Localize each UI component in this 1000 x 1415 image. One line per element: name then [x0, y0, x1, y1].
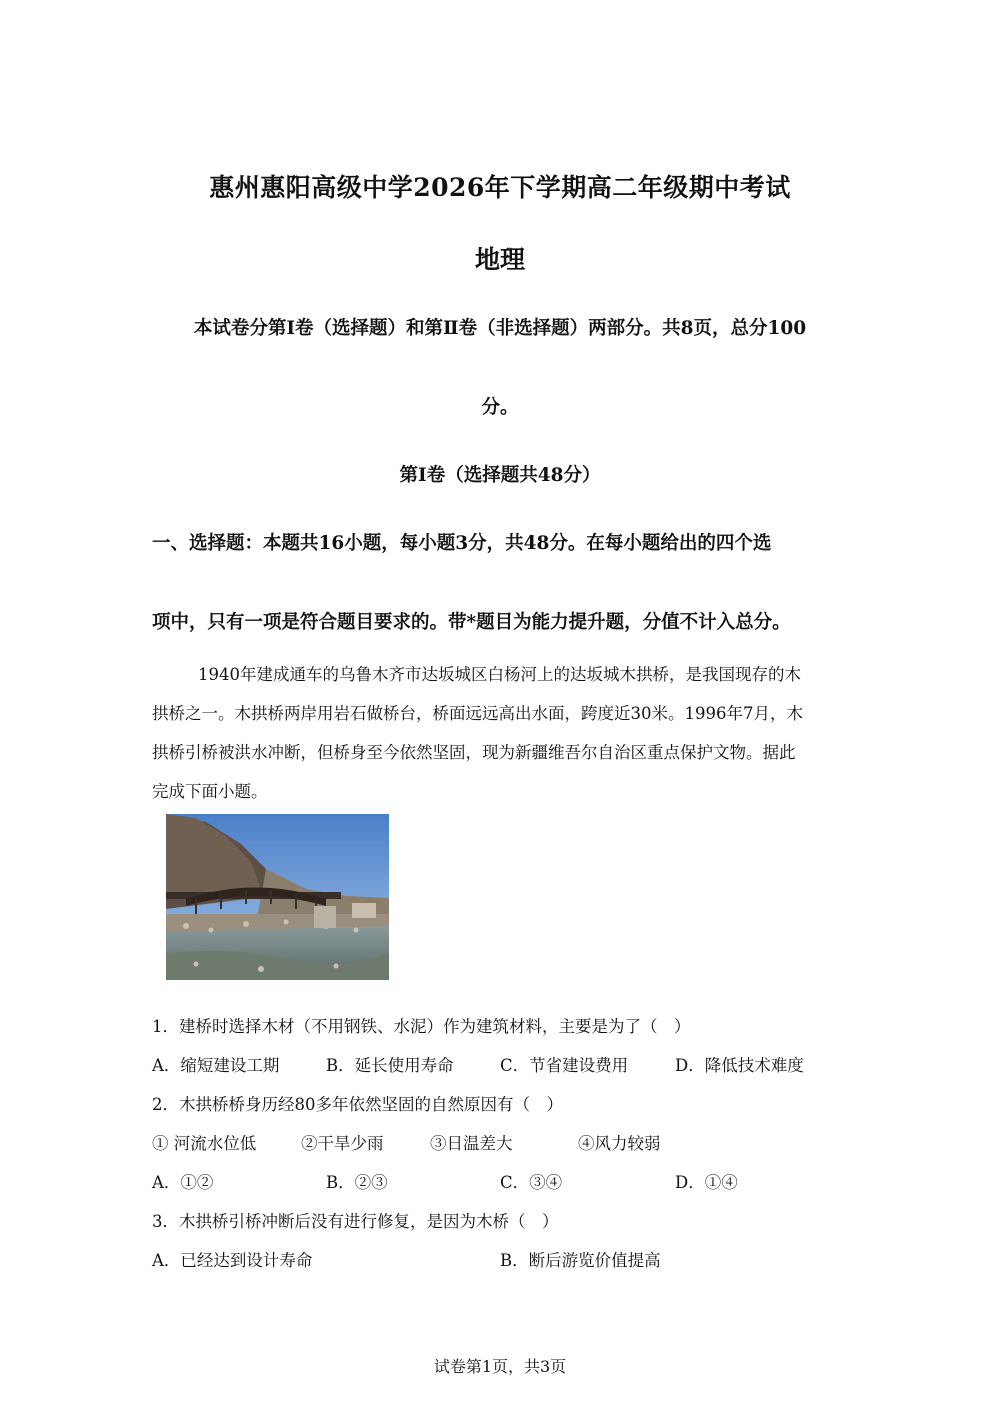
question-2-stem: 2．木拱桥桥身历经80多年依然坚固的自然原因有（ ） [152, 1095, 563, 1114]
passage-line-1: 1940年建成通车的乌鲁木齐市达坂城区白杨河上的达坂城木拱桥，是我国现存的木 [198, 665, 801, 684]
exam-title: 惠州惠阳高级中学2026年下学期高二年级期中考试 [209, 173, 791, 202]
passage [152, 655, 852, 811]
bridge-photo [166, 814, 389, 980]
intro-line-2: 分。 [481, 397, 519, 418]
question-3-stem: 3．木拱桥引桥冲断后没有进行修复，是因为木桥（ ） [152, 1212, 559, 1231]
q2-statement-1: ① 河流水位低 [152, 1134, 257, 1153]
q2-option-b[interactable]: B．②③ [326, 1173, 388, 1192]
intro-line-1: 本试卷分第Ⅰ卷（选择题）和第Ⅱ卷（非选择题）两部分。共8页，总分100 [193, 318, 807, 339]
section-heading-line-1: 一、选择题：本题共16小题，每小题3分，共48分。在每小题给出的四个选 [152, 533, 772, 554]
q2-statement-2: ②干旱少雨 [301, 1134, 384, 1153]
section-heading-line-2: 项中，只有一项是符合题目要求的。带*题目为能力提升题，分值不计入总分。 [152, 612, 791, 633]
passage-line-4: 完成下面小题。 [152, 782, 268, 801]
question-1-stem: 1．建桥时选择木材（不用钢铁、水泥）作为建筑材料，主要是为了（ ） [152, 1017, 691, 1036]
passage-line-2: 拱桥之一。木拱桥两岸用岩石做桥台，桥面远远高出水面，跨度近30米。1996年7月，木 [152, 704, 803, 723]
q1-option-d[interactable]: D．降低技术难度 [675, 1056, 804, 1075]
q2-option-a[interactable]: A．①② [152, 1173, 214, 1192]
q2-statement-4: ④风力较弱 [578, 1134, 661, 1153]
part1-title: 第Ⅰ卷（选择题共48分） [399, 465, 601, 486]
q1-option-a[interactable]: A．缩短建设工期 [152, 1056, 280, 1075]
q1-option-b[interactable]: B．延长使用寿命 [326, 1056, 454, 1075]
q2-option-c[interactable]: C．③④ [500, 1173, 563, 1192]
q3-option-a[interactable]: A．已经达到设计寿命 [152, 1251, 313, 1270]
q1-option-c[interactable]: C．节省建设费用 [500, 1056, 629, 1075]
q3-option-b[interactable]: B．断后游览价值提高 [500, 1251, 661, 1270]
passage-line-3: 拱桥引桥被洪水冲断，但桥身至今依然坚固，现为新疆维吾尔自治区重点保护文物。据此 [152, 743, 796, 762]
q2-option-d[interactable]: D．①④ [675, 1173, 738, 1192]
page-footer: 试卷第1页，共3页 [433, 1357, 567, 1376]
q2-statement-3: ③日温差大 [430, 1134, 513, 1153]
subject-title: 地理 [474, 245, 525, 274]
